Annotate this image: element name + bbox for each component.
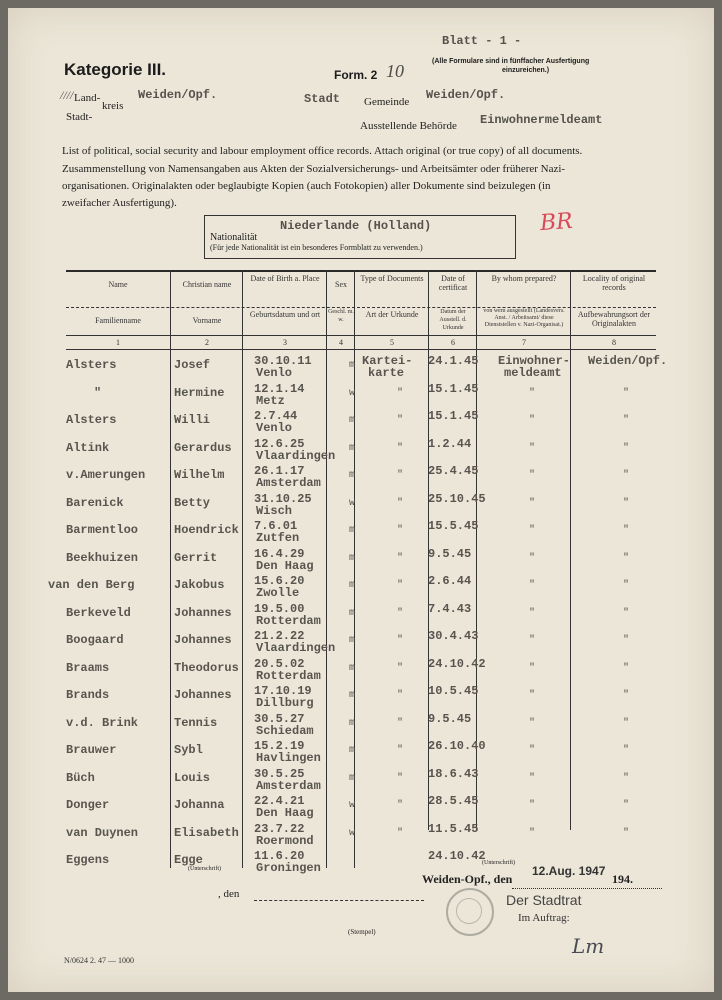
auftrag-label: Im Auftrag: <box>518 912 570 924</box>
col-num-6: 6 <box>451 338 455 347</box>
row-issuer: " <box>528 827 535 839</box>
row-sex: m <box>348 690 355 701</box>
form-code: N/0624 2. 47 — 1000 <box>64 956 134 965</box>
col-num-4: 4 <box>339 338 343 347</box>
date-line <box>254 900 424 901</box>
category-title: Kategorie III. <box>64 60 167 79</box>
row-doc-type: " <box>396 800 403 811</box>
row-first-name: Wilhelm <box>174 468 225 482</box>
handwritten-signature: Lm <box>572 934 605 958</box>
row-birth-date: 11.6.20 <box>254 849 305 863</box>
row-issuer: " <box>528 497 535 509</box>
copies-note-2: einzureichen.) <box>502 67 550 74</box>
row-birth-date: 15.6.20 <box>254 574 305 588</box>
row-birth-place: Vlaardingen <box>256 641 336 655</box>
row-locality: " <box>622 800 629 811</box>
row-cert-date: 30.4.43 <box>428 629 479 643</box>
row-name: Brauwer <box>66 743 117 757</box>
row-name: Barmentloo <box>66 523 139 537</box>
row-sex: m <box>348 607 355 619</box>
row-sex: m <box>348 470 355 481</box>
row-birth-place: Den Haag <box>256 806 314 820</box>
row-doc-type: " <box>396 415 403 426</box>
row-issuer: " <box>528 607 535 619</box>
row-birth-date: 15.2.19 <box>254 739 305 753</box>
unterschrift-label-left: (Unterschrift) <box>188 866 221 872</box>
row-name: v.d. Brink <box>66 715 139 730</box>
row-cert-date: 15.1.45 <box>428 409 479 423</box>
col-divider-7 <box>570 270 571 830</box>
row-locality: Weiden/Opf. <box>588 354 668 368</box>
row-first-name: Elisabeth <box>174 825 239 840</box>
row-doc-type: " <box>396 387 403 399</box>
row-locality: " <box>622 745 629 756</box>
row-cert-date: 11.5.45 <box>428 821 479 836</box>
row-birth-place: Dillburg <box>256 696 314 710</box>
row-first-name: Willi <box>174 413 211 427</box>
row-issuer: " <box>528 717 535 729</box>
row-name: Barenick <box>66 495 124 510</box>
year-suffix: 194. <box>612 872 633 886</box>
col-divider-1 <box>170 270 171 868</box>
row-first-name: Hermine <box>174 385 225 400</box>
row-sex: m <box>348 552 355 564</box>
row-first-name: Sybl <box>174 743 203 757</box>
row-sex: w <box>348 827 355 839</box>
row-birth-date: 22.4.21 <box>254 794 305 808</box>
row-sex: m <box>348 772 355 784</box>
row-birth-date: 30.5.25 <box>254 766 305 781</box>
row-birth-place: Rotterdam <box>256 668 321 683</box>
row-name: Boogaard <box>66 633 124 647</box>
row-birth-date: 26.1.17 <box>254 464 305 478</box>
row-name: Alsters <box>66 413 117 427</box>
row-locality: " <box>622 442 629 454</box>
row-first-name: Theodorus <box>174 660 239 675</box>
row-doc-type: " <box>396 635 403 646</box>
row-name: Berkeveld <box>66 605 131 620</box>
row-locality: " <box>622 580 629 591</box>
behoerde-value: Einwohnermeldeamt <box>480 113 603 127</box>
row-birth-date: 30.10.11 <box>254 354 312 368</box>
row-cert-date: 24.1.45 <box>428 354 479 368</box>
col-header-de-date: Datum der Ausstell. d. Urkunde <box>439 309 467 331</box>
row-birth-place: Schiedam <box>256 723 314 738</box>
row-sex: m <box>348 415 355 426</box>
row-birth-place: Havlingen <box>256 751 321 765</box>
row-birth-place: Groningen <box>256 861 321 875</box>
row-doc-type: " <box>396 442 403 454</box>
row-issuer: " <box>528 580 535 591</box>
col-divider-2 <box>242 270 243 868</box>
row-first-name: Louis <box>174 770 211 785</box>
row-cert-date: 18.6.43 <box>428 766 479 781</box>
form-label: Form. 2 <box>334 68 378 82</box>
col-header-type: Type of Documents <box>360 274 424 283</box>
form-number-handwritten: 10 <box>386 61 404 81</box>
col-header-christian: Christian name <box>182 280 232 289</box>
row-birth-date: 19.5.00 <box>254 601 305 616</box>
intro-german-3: zweifacher Ausfertigung). <box>62 197 177 209</box>
nationality-note: (Für jede Nationalität ist ein besonderes Formblatt zu verwenden.) <box>210 243 423 252</box>
row-name: Eggens <box>66 853 110 867</box>
row-birth-date: 30.5.27 <box>254 711 305 726</box>
row-name: Altink <box>66 440 110 455</box>
row-first-name: Gerardus <box>174 440 232 455</box>
row-sex: m <box>348 360 355 371</box>
row-birth-place: Metz <box>256 393 285 408</box>
behoerde-label: Ausstellende Behörde <box>360 120 457 132</box>
row-sex: m <box>348 635 355 646</box>
document-sheet <box>8 8 714 992</box>
row-issuer: " <box>528 552 535 564</box>
row-name: van den Berg <box>48 578 135 592</box>
red-annotation: BR <box>539 208 574 237</box>
col-header-de-sex: Geschl. m. w. <box>328 309 354 323</box>
col-header-de-dob: Geburtsdatum und ort <box>249 310 321 319</box>
col-num-3: 3 <box>283 338 287 347</box>
gemeinde-label: Gemeinde <box>364 96 410 108</box>
row-locality: " <box>622 552 629 564</box>
row-locality: " <box>622 497 629 509</box>
stadt-typed: Stadt <box>304 92 341 106</box>
intro-german-1: Zusammenstellung von Namensangaben aus Akten der Sozialversicherungs- und Arbeitsämter oder früherer Nazi- <box>62 163 566 175</box>
col-header-name: Name <box>108 280 128 289</box>
intro-german-2: organisationen. Originalakten oder beglaubigte Kopien (auch Fotokopien) aller Dokumente sind beizulegen (in <box>62 180 551 192</box>
col-divider-3 <box>326 270 327 868</box>
row-cert-date: 9.5.45 <box>428 546 472 561</box>
row-first-name: Jakobus <box>174 578 225 592</box>
col-header-sex: Sex <box>335 280 347 289</box>
row-birth-place: Amsterdam <box>256 778 321 793</box>
row-doc-type: " <box>396 745 403 756</box>
row-birth-place: Zwolle <box>256 586 300 600</box>
row-doc-type: Kartei- <box>362 354 413 368</box>
row-doc-type: " <box>396 717 403 729</box>
row-locality: " <box>622 525 629 536</box>
den-label: , den <box>218 888 240 900</box>
row-first-name: Gerrit <box>174 550 218 565</box>
row-birth-place: Vlaardingen <box>256 448 336 463</box>
row-locality: " <box>622 635 629 646</box>
row-issuer: " <box>528 470 535 481</box>
row-birth-date: 23.7.22 <box>254 821 305 836</box>
row-issuer: " <box>528 415 535 426</box>
row-birth-date: 16.4.29 <box>254 546 305 561</box>
row-name: van Duynen <box>66 825 139 840</box>
row-issuer-2: meldeamt <box>504 366 562 380</box>
stempel-label: (Stempel) <box>348 928 376 936</box>
row-locality: " <box>622 415 629 426</box>
row-locality: " <box>622 717 629 729</box>
row-first-name: Tennis <box>174 715 218 730</box>
col-num-7: 7 <box>522 338 526 347</box>
row-issuer: " <box>528 635 535 646</box>
row-birth-date: 12.1.14 <box>254 381 305 396</box>
date-stamp: 12.Aug. 1947 <box>532 864 606 878</box>
row-cert-date: 24.10.42 <box>428 656 486 671</box>
col-num-8: 8 <box>612 338 616 347</box>
col-header-de-name: Familienname <box>95 316 141 325</box>
row-birth-date: 31.10.25 <box>254 491 312 506</box>
row-doc-type: " <box>396 690 403 701</box>
row-birth-place: Venlo <box>256 366 293 380</box>
row-first-name: Josef <box>174 358 211 372</box>
row-doc-type: " <box>396 772 403 784</box>
row-first-name: Johannes <box>174 688 232 702</box>
row-birth-place: Amsterdam <box>256 476 321 490</box>
row-locality: " <box>622 607 629 619</box>
row-cert-date: 10.5.45 <box>428 684 479 698</box>
row-doc-type: " <box>396 552 403 564</box>
table-header-bottom <box>66 349 656 350</box>
intro-english: List of political, social security and labour employment office records. Attach original (or true copy) of all documents. <box>62 145 583 157</box>
row-name: Donger <box>66 798 110 812</box>
copies-note-1: (Alle Formulare sind in fünffacher Ausfertigung <box>432 58 590 65</box>
col-header-date: Date of certificat <box>438 274 468 292</box>
col-header-de-type: Art der Urkunde <box>365 310 419 319</box>
row-name: Alsters <box>66 358 117 372</box>
row-name: Braams <box>66 660 110 675</box>
row-locality: " <box>622 470 629 481</box>
row-birth-place: Rotterdam <box>256 613 321 628</box>
table-num-line <box>66 335 656 336</box>
row-locality: " <box>622 690 629 701</box>
blatt-label: Blatt - 1 - <box>442 34 522 48</box>
table-top-line <box>66 270 656 272</box>
row-doc-type: " <box>396 607 403 619</box>
row-first-name: Johanna <box>174 798 225 812</box>
row-sex: m <box>348 717 355 729</box>
row-locality: " <box>622 827 629 839</box>
row-birth-place: Den Haag <box>256 558 314 573</box>
row-cert-date: 24.10.42 <box>428 849 486 863</box>
nationality-value: Niederlande (Holland) <box>280 219 432 233</box>
row-doc-type: " <box>396 827 403 839</box>
signature-line <box>512 888 662 889</box>
row-sex: w <box>348 497 355 509</box>
row-doc-type: " <box>396 580 403 591</box>
row-first-name: Hoendrick <box>174 523 239 537</box>
row-sex: m <box>348 525 355 536</box>
row-issuer: " <box>528 525 535 536</box>
row-issuer: Einwohner- <box>498 354 571 368</box>
row-cert-date: 1.2.44 <box>428 436 472 451</box>
row-locality: " <box>622 387 629 399</box>
row-locality: " <box>622 662 629 674</box>
kreis-marks: //// <box>60 88 74 102</box>
row-cert-date: 25.4.45 <box>428 464 479 478</box>
authority-stamp: Der Stadtrat <box>506 892 582 908</box>
row-first-name: Johannes <box>174 633 232 647</box>
col-num-2: 2 <box>205 338 209 347</box>
row-birth-date: 21.2.22 <box>254 629 305 643</box>
row-cert-date: 26.10.40 <box>428 739 486 753</box>
row-birth-place: Venlo <box>256 421 293 435</box>
row-name: v.Amerungen <box>66 468 146 482</box>
row-doc-type: " <box>396 525 403 536</box>
col-header-dob: Date of Birth a. Place <box>250 274 320 283</box>
row-first-name: Egge <box>174 853 203 867</box>
row-doc-type: " <box>396 497 403 509</box>
row-issuer: " <box>528 442 535 454</box>
row-sex: m <box>348 442 355 454</box>
gemeinde-value: Weiden/Opf. <box>426 88 506 102</box>
col-num-5: 5 <box>390 338 394 347</box>
row-sex: w <box>348 387 355 399</box>
row-issuer: " <box>528 800 535 811</box>
col-header-locality: Locality of original records <box>582 274 646 292</box>
city-date-label: Weiden-Opf., den <box>422 872 513 886</box>
col-header-by-whom: By whom prepared? <box>491 274 557 283</box>
row-name: Brands <box>66 688 110 702</box>
row-cert-date: 9.5.45 <box>428 711 472 726</box>
kreis-value: Weiden/Opf. <box>138 88 218 102</box>
row-cert-date: 15.1.45 <box>428 381 479 396</box>
row-issuer: " <box>528 662 535 674</box>
row-name: Beekhuizen <box>66 550 139 565</box>
row-locality: " <box>622 772 629 784</box>
official-seal <box>446 888 494 936</box>
row-first-name: Betty <box>174 495 211 510</box>
row-birth-place: Wisch <box>256 503 293 518</box>
row-birth-place: Zutfen <box>256 531 300 545</box>
kreis-label: kreis <box>102 100 124 112</box>
row-name: Büch <box>66 770 95 785</box>
row-doc-type: " <box>396 662 403 674</box>
row-issuer: " <box>528 690 535 701</box>
row-issuer: " <box>528 387 535 399</box>
row-issuer: " <box>528 772 535 784</box>
row-issuer: " <box>528 745 535 756</box>
row-birth-date: 7.6.01 <box>254 519 298 533</box>
row-cert-date: 2.6.44 <box>428 574 472 588</box>
row-sex: m <box>348 580 355 591</box>
row-birth-date: 17.10.19 <box>254 684 312 698</box>
row-cert-date: 25.10.45 <box>428 491 486 506</box>
col-header-de-by-whom: von wem ausgestellt (Landesvers. Anst. / Arbeitsamt/ diese Dienststellen v. Nazi-Organisat.) <box>483 308 565 328</box>
col-header-de-christian: Vorname <box>192 316 222 325</box>
row-first-name: Johannes <box>174 605 232 620</box>
row-birth-date: 12.6.25 <box>254 436 305 451</box>
land-label: Land- <box>74 92 101 104</box>
col-header-de-locality: Aufbewahrungsort der Originalakten <box>577 310 651 328</box>
row-birth-date: 20.5.02 <box>254 656 305 671</box>
unterschrift-label-right: (Unterschrift) <box>482 860 515 866</box>
row-doc-type-2: karte <box>368 366 405 380</box>
row-doc-type: " <box>396 470 403 481</box>
row-name: " <box>94 385 102 400</box>
row-birth-place: Roermond <box>256 833 314 848</box>
row-cert-date: 7.4.43 <box>428 601 472 616</box>
row-sex: m <box>348 745 355 756</box>
row-cert-date: 15.5.45 <box>428 519 479 533</box>
row-cert-date: 28.5.45 <box>428 794 479 808</box>
row-birth-date: 2.7.44 <box>254 409 298 423</box>
nationality-label: Nationalität <box>210 232 258 243</box>
row-sex: m <box>348 662 355 674</box>
col-num-1: 1 <box>116 338 120 347</box>
row-sex: w <box>348 800 355 811</box>
stadt-kreis-label: Stadt- <box>66 111 93 123</box>
